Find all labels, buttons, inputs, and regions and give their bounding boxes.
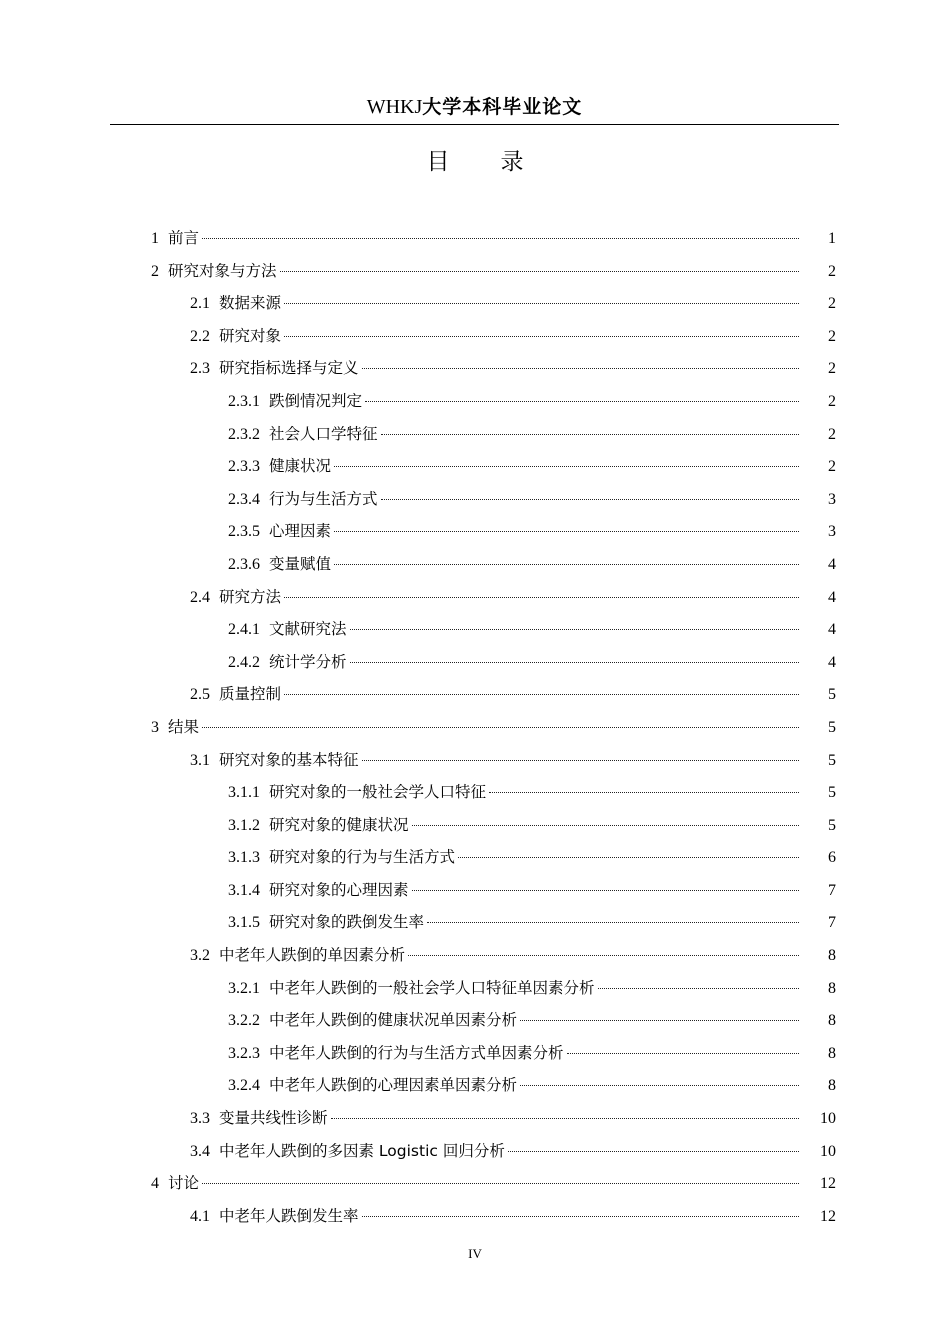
toc-dot-leader bbox=[381, 498, 799, 500]
toc-entry-page: 2 bbox=[828, 262, 836, 280]
toc-entry-page: 5 bbox=[828, 751, 836, 769]
toc-entry-title: 变量赋值 bbox=[269, 554, 332, 573]
toc-entry-page: 7 bbox=[828, 881, 836, 899]
toc-dot-leader bbox=[284, 693, 799, 695]
toc-dot-leader bbox=[362, 759, 799, 761]
toc-dot-leader bbox=[284, 302, 799, 304]
toc-entry-page: 10 bbox=[820, 1110, 836, 1128]
toc-entry-page: 4 bbox=[828, 588, 836, 606]
toc-entry-page: 2 bbox=[828, 458, 836, 476]
toc-entry-page: 8 bbox=[828, 1077, 836, 1095]
toc-dot-leader bbox=[508, 1150, 799, 1152]
toc-entry-title: 健康状况 bbox=[269, 457, 332, 476]
toc-entry[interactable] bbox=[0, 613, 950, 646]
toc-entry-title: 研究对象的行为与生活方式 bbox=[269, 848, 456, 867]
toc-entry[interactable] bbox=[0, 1102, 950, 1135]
toc-entry-title: 中老年人跌倒的健康状况单因素分析 bbox=[269, 1011, 518, 1030]
toc-entry[interactable] bbox=[0, 841, 950, 874]
toc-dot-leader bbox=[427, 921, 799, 923]
toc-entry-title: 变量共线性诊断 bbox=[219, 1109, 328, 1128]
toc-entry[interactable] bbox=[0, 1135, 950, 1168]
toc-entry-page: 8 bbox=[828, 1012, 836, 1030]
toc-dot-leader bbox=[334, 563, 799, 565]
toc-dot-leader bbox=[567, 1052, 799, 1054]
toc-entry-page: 2 bbox=[828, 360, 836, 378]
toc-entry-title: 研究对象与方法 bbox=[168, 261, 277, 280]
toc-entry-page: 8 bbox=[828, 979, 836, 997]
toc-entry[interactable] bbox=[0, 450, 950, 483]
toc-entry-title: 研究指标选择与定义 bbox=[219, 359, 359, 378]
toc-dot-leader bbox=[381, 433, 799, 435]
toc-entry-number: 3.1.4 bbox=[228, 881, 260, 899]
toc-entry-number: 2 bbox=[151, 262, 159, 280]
toc-entry[interactable] bbox=[0, 906, 950, 939]
toc-dot-leader bbox=[334, 465, 799, 467]
toc-entry-page: 5 bbox=[828, 718, 836, 736]
toc-entry[interactable] bbox=[0, 1037, 950, 1070]
toc-entry-title: 结果 bbox=[168, 717, 200, 736]
toc-entry-page: 4 bbox=[828, 621, 836, 639]
toc-dot-leader bbox=[202, 237, 799, 239]
toc-entry-page: 2 bbox=[828, 425, 836, 443]
toc-entry-number: 2.4.2 bbox=[228, 653, 260, 671]
header-prefix: WHKJ bbox=[366, 96, 423, 118]
toc-entry-number: 3.2.4 bbox=[228, 1077, 260, 1095]
toc-entry[interactable] bbox=[0, 222, 950, 255]
toc-entry-number: 3.1.2 bbox=[228, 816, 260, 834]
toc-dot-leader bbox=[202, 1182, 799, 1184]
toc-entry-number: 2.1 bbox=[190, 295, 210, 313]
toc-dot-leader bbox=[334, 530, 799, 532]
toc-entry-title: 研究对象的心理因素 bbox=[269, 880, 409, 899]
toc-entry[interactable] bbox=[0, 287, 950, 320]
toc-entry-number: 2.5 bbox=[190, 686, 210, 704]
toc-entry-number: 2.3.6 bbox=[228, 555, 260, 573]
toc-entry-number: 2.3 bbox=[190, 360, 210, 378]
toc-entry[interactable] bbox=[0, 874, 950, 907]
toc-entry-title: 中老年人跌倒发生率 bbox=[219, 1206, 359, 1225]
toc-entry-number: 4 bbox=[151, 1175, 159, 1193]
toc-entry-number: 3.2.2 bbox=[228, 1012, 260, 1030]
toc-entry-number: 2.4.1 bbox=[228, 621, 260, 639]
toc-entry-title: 研究对象的一般社会学人口特征 bbox=[269, 783, 487, 802]
toc-entry[interactable] bbox=[0, 744, 950, 777]
toc-entry-page: 6 bbox=[828, 849, 836, 867]
toc-dot-leader bbox=[412, 824, 799, 826]
toc-entry[interactable] bbox=[0, 1167, 950, 1200]
toc-entry-page: 3 bbox=[828, 490, 836, 508]
toc-entry[interactable] bbox=[0, 646, 950, 679]
toc-entry[interactable] bbox=[0, 972, 950, 1005]
page-number: IV bbox=[468, 1246, 482, 1261]
table-of-contents bbox=[0, 222, 950, 1232]
toc-entry[interactable] bbox=[0, 678, 950, 711]
toc-entry-number: 2.4 bbox=[190, 588, 210, 606]
toc-entry[interactable] bbox=[0, 352, 950, 385]
toc-entry-page: 12 bbox=[820, 1207, 836, 1225]
toc-entry[interactable] bbox=[0, 711, 950, 744]
toc-dot-leader bbox=[202, 726, 799, 728]
toc-entry-title: 中老年人跌倒的心理因素单因素分析 bbox=[269, 1076, 518, 1095]
toc-entry-number: 2.3.3 bbox=[228, 458, 260, 476]
toc-entry-title: 前言 bbox=[168, 229, 200, 247]
toc-entry[interactable] bbox=[0, 581, 950, 614]
toc-entry-page: 8 bbox=[828, 947, 836, 965]
toc-dot-leader bbox=[489, 791, 799, 793]
toc-entry-page: 12 bbox=[820, 1175, 836, 1193]
toc-entry-number: 3.2.1 bbox=[228, 979, 260, 997]
toc-entry-number: 4.1 bbox=[190, 1207, 210, 1225]
toc-entry-number: 3.1.3 bbox=[228, 849, 260, 867]
toc-entry-number: 3.3 bbox=[190, 1110, 210, 1128]
toc-entry-title: 文献研究法 bbox=[269, 620, 347, 639]
toc-entry-title: 统计学分析 bbox=[269, 652, 347, 671]
toc-dot-leader bbox=[520, 1084, 799, 1086]
toc-entry[interactable] bbox=[0, 483, 950, 516]
toc-entry-title: 研究对象的基本特征 bbox=[219, 750, 359, 769]
toc-entry-page: 5 bbox=[828, 816, 836, 834]
toc-entry-page: 5 bbox=[828, 686, 836, 704]
toc-entry[interactable] bbox=[0, 939, 950, 972]
toc-dot-leader bbox=[284, 335, 799, 337]
toc-entry-number: 2.3.1 bbox=[228, 392, 260, 410]
toc-entry-number: 2.3.2 bbox=[228, 425, 260, 443]
toc-entry-page: 4 bbox=[828, 653, 836, 671]
toc-entry-number: 3.4 bbox=[190, 1142, 210, 1160]
toc-dot-leader bbox=[350, 628, 799, 630]
toc-entry-title: 研究方法 bbox=[219, 587, 282, 606]
toc-entry-title: 中老年人跌倒的单因素分析 bbox=[219, 946, 406, 965]
toc-entry-page: 4 bbox=[828, 555, 836, 573]
toc-entry-title: 研究对象的健康状况 bbox=[269, 815, 409, 834]
toc-entry-page: 2 bbox=[828, 295, 836, 313]
toc-entry-page: 1 bbox=[828, 230, 836, 247]
toc-dot-leader bbox=[362, 367, 799, 369]
toc-dot-leader bbox=[458, 856, 799, 858]
toc-dot-leader bbox=[284, 596, 799, 598]
toc-dot-leader bbox=[331, 1117, 799, 1119]
toc-entry-title: 中老年人跌倒的多因素 Logistic 回归分析 bbox=[219, 1141, 505, 1160]
toc-entry-number: 3.1.5 bbox=[228, 914, 260, 932]
toc-entry[interactable] bbox=[0, 776, 950, 809]
toc-entry[interactable] bbox=[0, 1004, 950, 1037]
toc-entry-title: 中老年人跌倒的一般社会学人口特征单因素分析 bbox=[269, 978, 595, 997]
toc-entry-title: 行为与生活方式 bbox=[269, 489, 378, 508]
toc-entry-number: 3 bbox=[151, 718, 159, 736]
toc-entry[interactable] bbox=[0, 809, 950, 842]
toc-entry[interactable] bbox=[0, 1069, 950, 1102]
toc-entry[interactable] bbox=[0, 418, 950, 451]
toc-entry-title: 社会人口学特征 bbox=[269, 424, 378, 443]
toc-entry-page: 8 bbox=[828, 1044, 836, 1062]
toc-entry[interactable] bbox=[0, 515, 950, 548]
toc-dot-leader bbox=[350, 661, 799, 663]
toc-entry-number: 3.1.1 bbox=[228, 784, 260, 802]
toc-entry-number: 2.3.4 bbox=[228, 490, 260, 508]
toc-dot-leader bbox=[280, 270, 799, 272]
toc-entry-number: 2.3.5 bbox=[228, 523, 260, 541]
toc-dot-leader bbox=[412, 889, 799, 891]
toc-entry-page: 10 bbox=[820, 1142, 836, 1160]
toc-entry-title: 心理因素 bbox=[269, 522, 332, 541]
toc-entry-title: 研究对象 bbox=[219, 326, 282, 345]
toc-entry[interactable] bbox=[0, 385, 950, 418]
toc-dot-leader bbox=[365, 400, 799, 402]
toc-entry-page: 3 bbox=[828, 523, 836, 541]
toc-entry-title: 跌倒情况判定 bbox=[269, 391, 363, 410]
toc-dot-leader bbox=[598, 987, 799, 989]
toc-title: 目 录 bbox=[426, 149, 538, 175]
toc-entry-number: 3.2 bbox=[190, 947, 210, 965]
toc-entry[interactable] bbox=[0, 548, 950, 581]
toc-entry-title: 研究对象的跌倒发生率 bbox=[269, 913, 425, 932]
toc-entry-page: 2 bbox=[828, 327, 836, 345]
toc-entry-title: 质量控制 bbox=[219, 685, 282, 704]
page-header bbox=[110, 92, 839, 125]
toc-entry-title: 讨论 bbox=[168, 1174, 200, 1193]
toc-entry-number: 3.1 bbox=[190, 751, 210, 769]
header-suffix: 大学本科毕业论文 bbox=[422, 96, 583, 118]
toc-entry-number: 2.2 bbox=[190, 327, 210, 345]
toc-entry-number: 3.2.3 bbox=[228, 1044, 260, 1062]
toc-entry-page: 2 bbox=[828, 392, 836, 410]
toc-dot-leader bbox=[362, 1215, 799, 1217]
toc-dot-leader bbox=[408, 954, 799, 956]
toc-entry-title: 数据来源 bbox=[219, 294, 282, 313]
toc-entry[interactable] bbox=[0, 1200, 950, 1233]
toc-entry-number: 1 bbox=[151, 230, 159, 247]
toc-entry-title: 中老年人跌倒的行为与生活方式单因素分析 bbox=[269, 1043, 564, 1062]
toc-entry-page: 7 bbox=[828, 914, 836, 932]
toc-entry[interactable] bbox=[0, 320, 950, 353]
toc-dot-leader bbox=[520, 1019, 799, 1021]
toc-entry-page: 5 bbox=[828, 784, 836, 802]
toc-entry[interactable] bbox=[0, 255, 950, 288]
